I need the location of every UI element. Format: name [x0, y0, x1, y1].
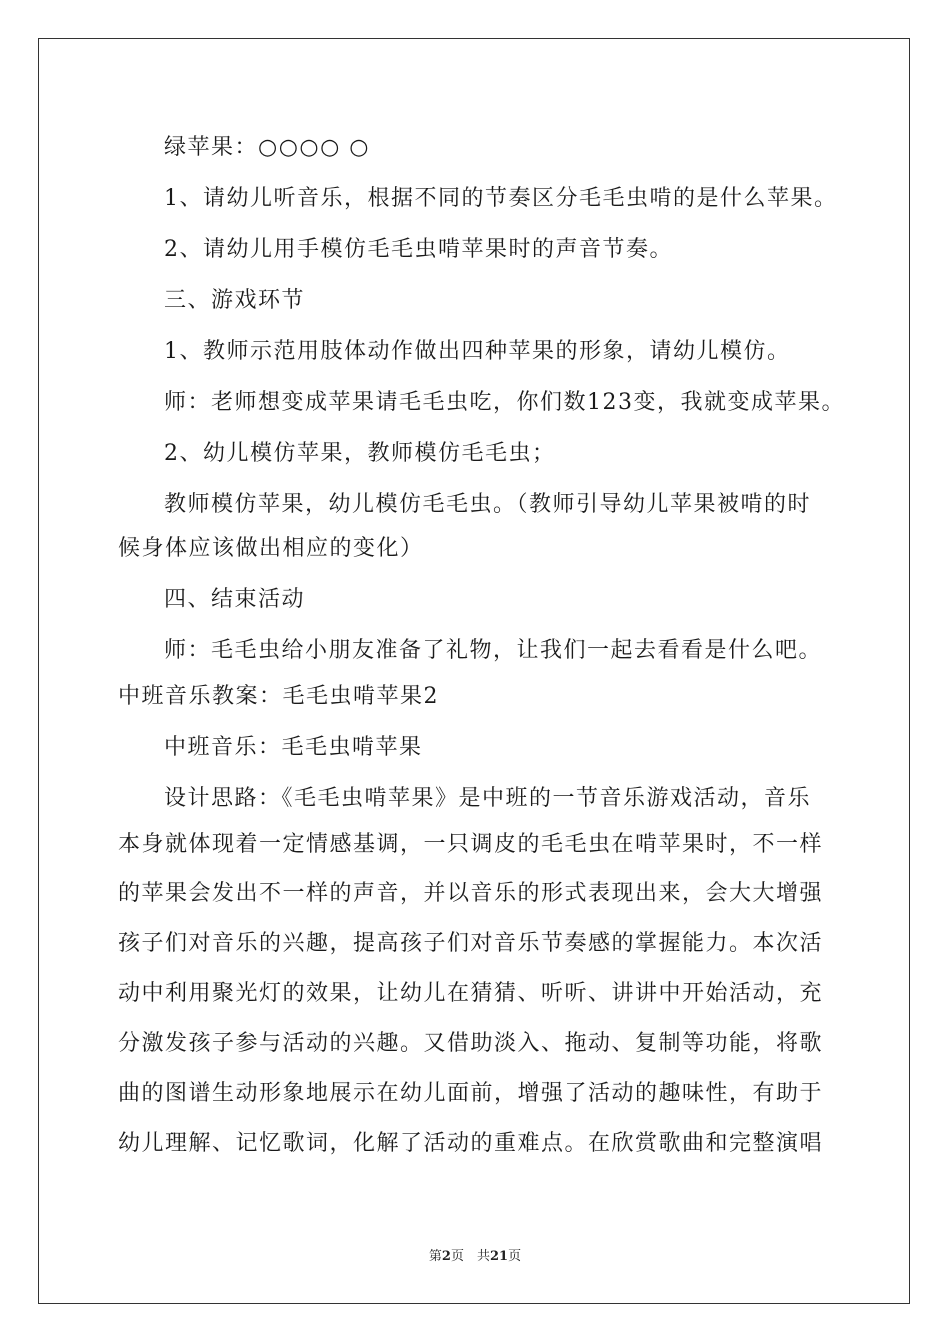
page-footer — [0, 1245, 950, 1264]
text-line: 1、请幼儿听音乐，根据不同的节奏区分毛毛虫啃的是什么苹果。 — [164, 186, 838, 211]
text-line: 1、教师示范用肢体动作做出四种苹果的形象，请幼儿模仿。 — [164, 339, 791, 364]
text-line: 师：老师想变成苹果请毛毛虫吃，你们数123变，我就变成苹果。 — [164, 390, 845, 415]
text-line: 绿苹果：○○○○ ○ — [164, 135, 370, 160]
page-border — [38, 38, 910, 1304]
text-line: 中班音乐：毛毛虫啃苹果 — [164, 735, 423, 760]
footer-prefix: 第 — [428, 1249, 442, 1264]
text-line: 设计思路：《毛毛虫啃苹果》是中班的一节音乐游戏活动，音乐 — [164, 786, 812, 811]
text-line: 幼儿理解、记忆歌词，化解了活动的重难点。在欣赏歌曲和完整演唱 — [118, 1131, 824, 1156]
section-heading: 三、游戏环节 — [164, 288, 306, 313]
text-line: 的苹果会发出不一样的声音，并以音乐的形式表现出来，会大大增强 — [118, 881, 824, 906]
text-line: 动中利用聚光灯的效果，让幼儿在猜猜、听听、讲讲中开始活动，充 — [118, 981, 824, 1006]
text-line: 分激发孩子参与活动的兴趣。又借助淡入、拖动、复制等功能，将歌 — [118, 1031, 824, 1056]
text-line: 教师模仿苹果，幼儿模仿毛毛虫。（教师引导幼儿苹果被啃的时 — [164, 492, 812, 517]
text-line: 孩子们对音乐的兴趣，提高孩子们对音乐节奏感的掌握能力。本次活 — [118, 931, 824, 956]
total-page-count: 21 — [489, 1249, 509, 1264]
text-line: 2、请幼儿用手模仿毛毛虫啃苹果时的声音节奏。 — [164, 237, 673, 262]
text-line: 师：毛毛虫给小朋友准备了礼物，让我们一起去看看是什么吧。 — [164, 638, 823, 663]
footer-mid: 页 共 — [450, 1249, 490, 1264]
text-line: 本身就体现着一定情感基调，一只调皮的毛毛虫在啃苹果时，不一样 — [118, 832, 824, 857]
footer-suffix: 页 — [508, 1249, 522, 1264]
document-title: 中班音乐教案：毛毛虫啃苹果2 — [118, 684, 439, 709]
text-line: 候身体应该做出相应的变化） — [118, 536, 424, 561]
section-heading: 四、结束活动 — [164, 587, 306, 612]
text-line: 曲的图谱生动形象地展示在幼儿面前，增强了活动的趣味性，有助于 — [118, 1081, 824, 1106]
current-page-number: 2 — [441, 1249, 451, 1264]
text-line: 2、幼儿模仿苹果，教师模仿毛毛虫； — [164, 441, 556, 466]
